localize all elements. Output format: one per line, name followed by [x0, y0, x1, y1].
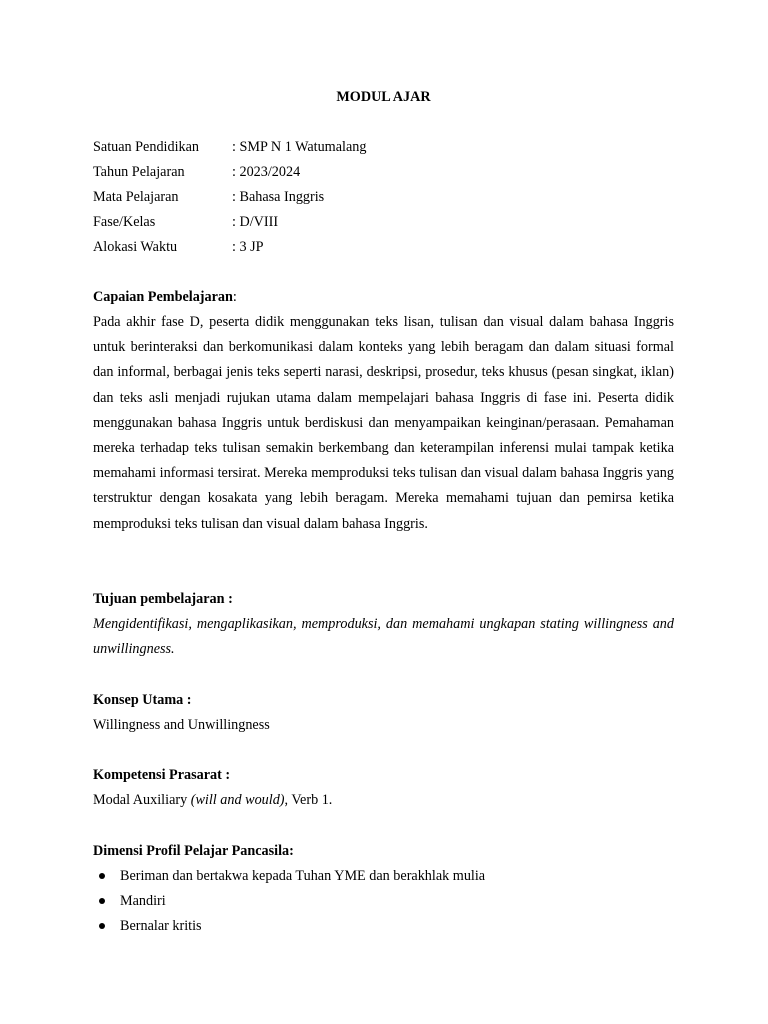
bullet-icon [99, 923, 105, 929]
identity-value: : Bahasa Inggris [232, 189, 325, 205]
identity-value: : 2023/2024 [232, 164, 301, 180]
capaian-body: Pada akhir fase D, peserta didik menggunakan teks lisan, tulisan dan visual dalam bahasa Inggris untuk berinteraksi dan berkomunikasi dalam konteks yang lebih beragam dan dalam situasi formal dan informal, berbagai jenis teks seperti narasi, deskripsi, prosedur, teks khusus (pesan singkat, iklan) dan teks asli menjadi rujukan utama dalam mempelajari bahasa Inggris di fase ini. Peserta didik menggunakan bahasa Inggris untuk berdiskusi dan menyampaikan keinginan/perasaan. Pemahaman mereka terhadap teks tulisan semakin berkembang dan keterampilan inferensi mulai tampak ketika memahami informasi tersirat. Mereka memproduksi teks tulisan dan visual dalam bahasa Inggris yang terstruktur dengan kosakata yang lebih beragam. Mereka memahami tujuan dan pemirsa ketika memproduksi teks tulisan dan visual dalam bahasa Inggris. [93, 314, 674, 532]
identity-value: : 3 JP [232, 239, 264, 255]
list-item-text: Bernalar kritis [120, 918, 202, 935]
document-title: MODUL AJAR [336, 89, 431, 105]
identity-label: Tahun Pelajaran [93, 164, 185, 180]
kompetensi-heading: Kompetensi Prasarat : [93, 767, 231, 783]
kompetensi-prefix: Modal Auxiliary [93, 792, 191, 808]
kompetensi-body [93, 790, 332, 810]
tujuan-body: Mengidentifikasi, mengaplikasikan, memproduksi, dan memahami ungkapan stating willingness and unwillingness. [93, 616, 674, 658]
dimensi-heading: Dimensi Profil Pelajar Pancasila: [93, 843, 294, 859]
list-item [93, 916, 485, 941]
identity-value: : D/VIII [232, 214, 279, 230]
list-item-text: Mandiri [120, 893, 166, 910]
capaian-heading-colon: : [232, 289, 237, 305]
list-item [93, 891, 485, 916]
tujuan-heading: Tujuan pembelajaran : [93, 591, 233, 607]
konsep-heading: Konsep Utama : [93, 692, 192, 708]
identity-value: : SMP N 1 Watumalang [232, 139, 367, 155]
identity-label: Satuan Pendidikan [93, 139, 199, 155]
kompetensi-suffix: , Verb 1. [284, 792, 333, 808]
konsep-body: Willingness and Unwillingness [93, 717, 270, 733]
bullet-icon [99, 898, 105, 904]
identity-label: Fase/Kelas [93, 214, 156, 230]
dimensi-list [93, 866, 485, 942]
kompetensi-italic: (will and would) [190, 792, 285, 808]
capaian-heading [93, 287, 237, 307]
capaian-heading-text: Capaian Pembelajaran [93, 289, 233, 305]
identity-label: Mata Pelajaran [93, 189, 179, 205]
list-item [93, 866, 485, 891]
list-item-text: Beriman dan bertakwa kepada Tuhan YME dan berakhlak mulia [120, 868, 486, 884]
bullet-icon [99, 873, 105, 879]
identity-label: Alokasi Waktu [93, 239, 178, 255]
